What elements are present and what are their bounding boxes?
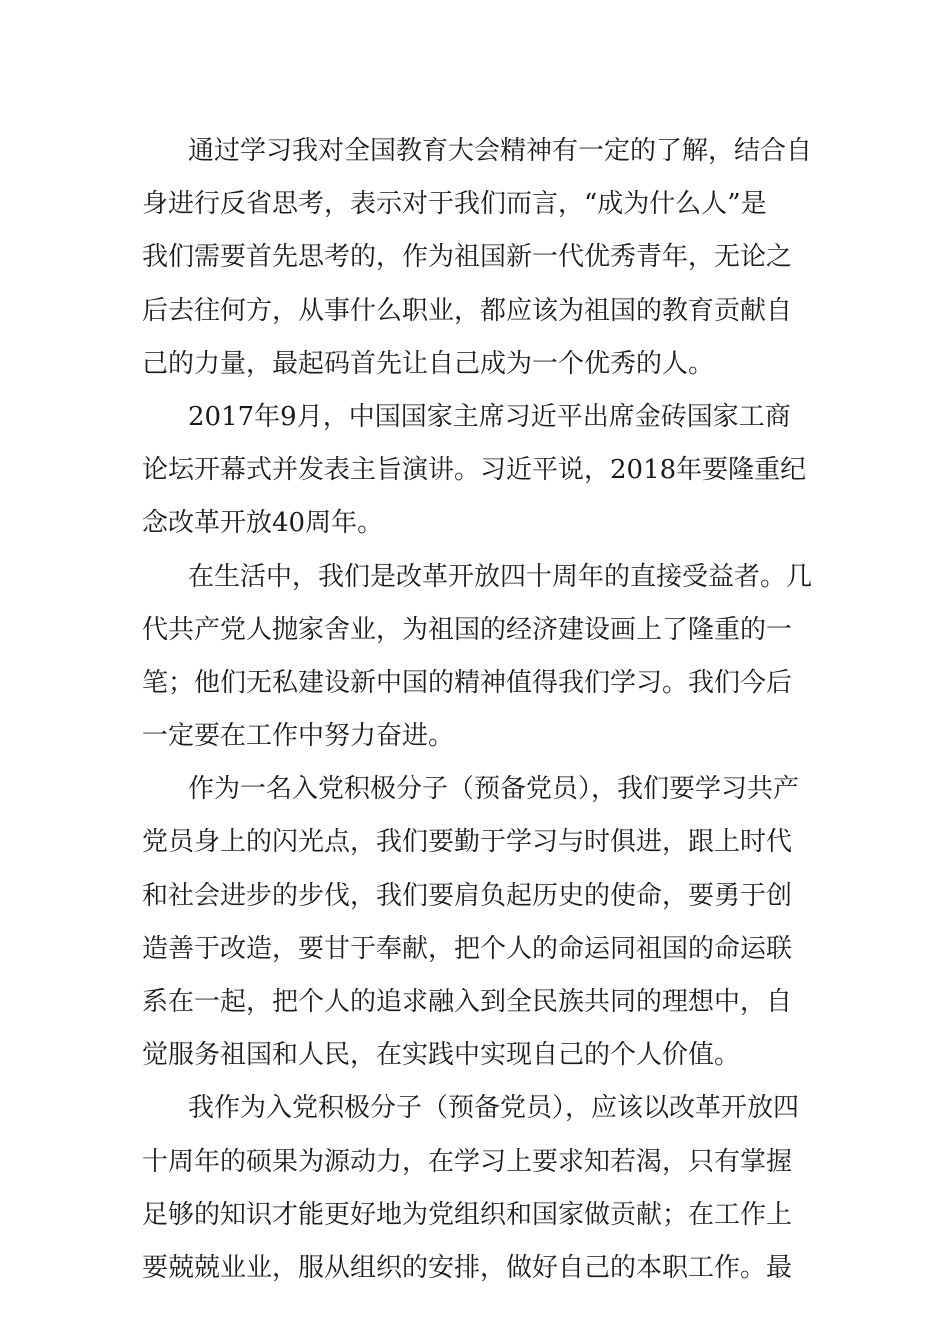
- text-line: 在生活中，我们是改革开放四十周年的直接受益者。几: [188, 561, 813, 592]
- text-line: 笔；他们无私建设新中国的精神值得我们学习。我们今后: [142, 667, 793, 698]
- text-line: 身进行反省思考，表示对于我们而言，“成为什么人”是: [142, 189, 767, 220]
- text-line: 和社会进步的步伐，我们要肩负起历史的使命，要勇于创: [142, 880, 793, 911]
- paragraph-1: [142, 125, 812, 391]
- text-line: 十周年的硕果为源动力，在学习上要求知若渴，只有掌握: [142, 1146, 793, 1177]
- text-line: 我作为入党积极分子（预备党员），应该以改革开放四: [188, 1093, 800, 1124]
- text-line: 觉服务祖国和人民，在实践中实现自己的个人价值。: [142, 1040, 741, 1071]
- text-line: 我们需要首先思考的，作为祖国新一代优秀青年，无论之: [142, 242, 793, 273]
- text-line: 代共产党人抛家舍业，为祖国的经济建设画上了隆重的一: [142, 614, 793, 645]
- text-line: 己的力量，最起码首先让自己成为一个优秀的人。: [142, 348, 715, 379]
- text-line: 一定要在工作中努力奋进。: [142, 721, 455, 752]
- text-line: 党员身上的闪光点，我们要勤于学习与时俱进，跟上时代: [142, 827, 793, 858]
- text-line: 系在一起，把个人的追求融入到全民族共同的理想中，自: [142, 987, 793, 1017]
- text-line: 要兢兢业业，服从组织的安排，做好自己的本职工作。最: [142, 1252, 793, 1283]
- paragraph-3: [142, 551, 812, 764]
- text-line: 通过学习我对全国教育大会精神有一定的了解，结合自: [188, 136, 813, 166]
- paragraph-4: [142, 763, 812, 1082]
- text-line: 足够的知识才能更好地为党组织和国家做贡献；在工作上: [142, 1199, 793, 1230]
- text-line: 后去往何方，从事什么职业，都应该为祖国的教育贡献自: [142, 295, 793, 326]
- text-line: 造善于改造，要甘于奉献，把个人的命运同祖国的命运联: [142, 933, 793, 964]
- paragraph-2: [142, 391, 812, 551]
- text-line: 论坛开幕式并发表主旨演讲。习近平说，2018年要隆重纪: [142, 455, 807, 486]
- text-line: 2017年9月，中国国家主席习近平出席金砖国家工商: [188, 401, 791, 432]
- text-line: 念改革开放40周年。: [142, 508, 384, 539]
- text-line: 作为一名入党积极分子（预备党员），我们要学习共产: [188, 774, 800, 805]
- paragraph-5: [142, 1082, 812, 1295]
- document-body: [142, 125, 812, 1295]
